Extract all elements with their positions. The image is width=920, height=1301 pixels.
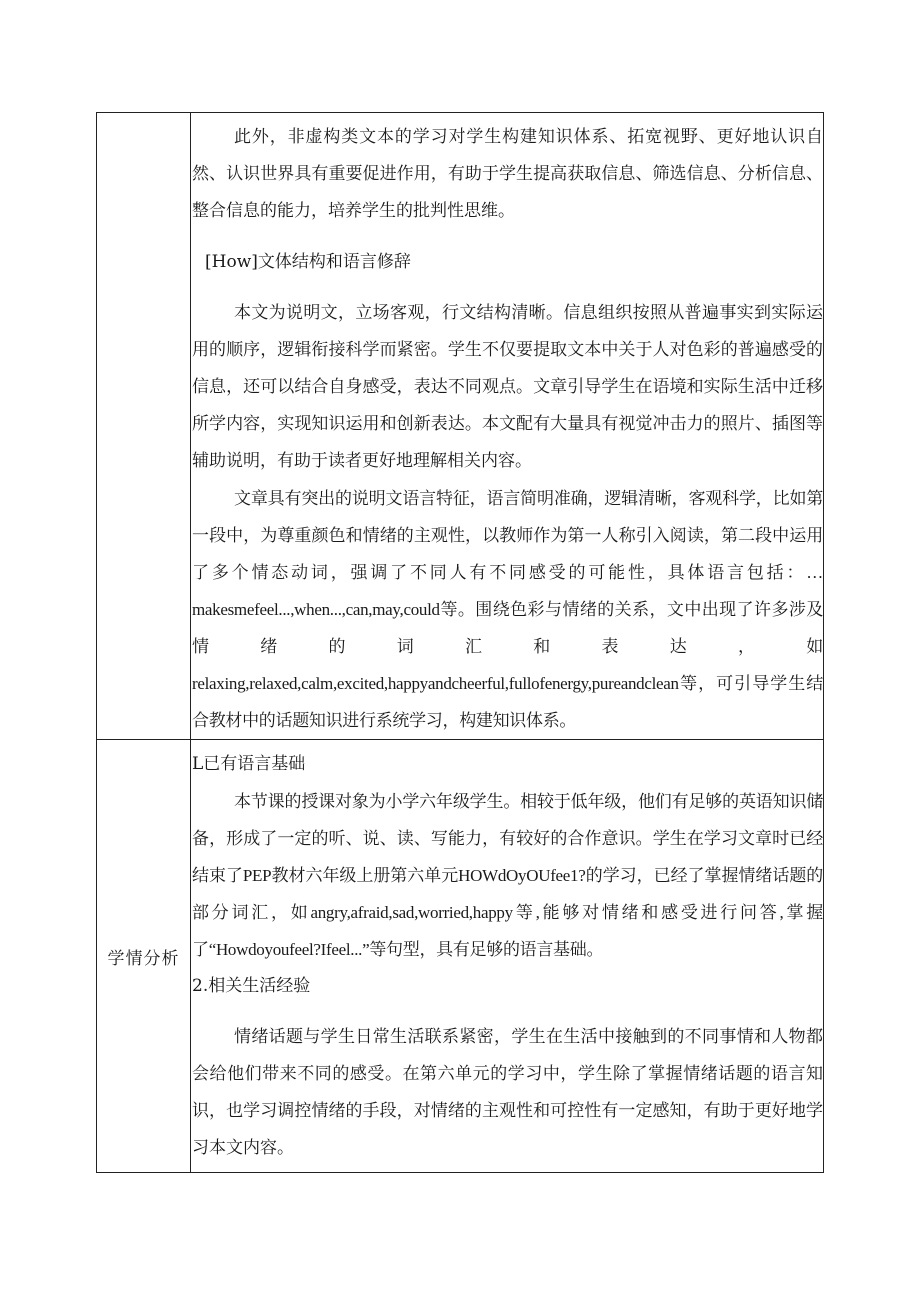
section-heading: [How]文体结构和语言修辞 (205, 252, 411, 272)
paragraph: 本文为说明文，立场客观，行文结构清晰。信息组织按照从普遍事实到实际运用的顺序，逻辑衔接科学而紧密。学生不仅要提取文本中关于人对色彩的普遍感受的信息，还可以结合自身感受，表达不同观点。文章引导学生在语境和实际生活中迁移所学内容，实现知识运用和创新表达。本文配有大量具有视觉冲击力的照片、插图等辅助说明，有助于读者更好地理解相关内容。 (192, 303, 823, 471)
paragraph: 本节课的授课对象为小学六年级学生。相较于低年级，他们有足够的英语知识储备，形成了一定的听、说、读、写能力，有较好的合作意识。学生在学习文章时已经结束了PEP教材六年级上册第六单元HOWdOyOUfee1?的学习，已经了掌握情绪话题的部分词汇，如angry,afraid,sad,worried,happy等,能够对情绪和感受进行问答,掌握了“Howdoyoufeel?Ifeel...”等句型，具有足够的语言基础。 (192, 792, 823, 959)
section-heading: L已有语言基础 (192, 754, 306, 774)
paragraph: 文章具有突出的说明文语言特征，语言简明准确，逻辑清晰，客观科学，比如第一段中，为尊重颜色和情绪的主观性，以教师作为第一人称引入阅读，第二段中运用了多个情态动词，强调了不同人有不同感受的可能性，具体语言包括：…makesmefeel...,when...,can,may,could等。围绕色彩与情绪的关系，文中出现了许多涉及情绪的词汇和表达，如relaxing,relaxed,calm,excited,happyandcheerful,fullofenergy,pureandclean等，可引导学生结合教材中的话题知识进行系统学习，构建知识体系。 (192, 489, 823, 730)
table-row (97, 740, 824, 1173)
paragraph: 情绪话题与学生日常生活联系紧密，学生在生活中接触到的不同事情和人物都会给他们带来不同的感受。在第六单元的学习中，学生除了掌握情绪话题的语言知识，也学习调控情绪的手段，对情绪的主观性和可控性有一定感知，有助于更好地学习本文内容。 (192, 1027, 823, 1158)
row-label-cell (97, 113, 191, 740)
content-cell (191, 740, 824, 1173)
paragraph: 此外，非虚构类文本的学习对学生构建知识体系、拓宽视野、更好地认识自然、认识世界具有重要促进作用，有助于学生提高获取信息、筛选信息、分析信息、整合信息的能力，培养学生的批判性思维。 (192, 127, 823, 221)
table-row (97, 113, 824, 740)
section-heading: 2.相关生活经验 (192, 976, 311, 996)
row-label-cell: 学情分析 (97, 740, 191, 1173)
content-cell (191, 113, 824, 740)
lesson-plan-table (96, 112, 824, 1173)
